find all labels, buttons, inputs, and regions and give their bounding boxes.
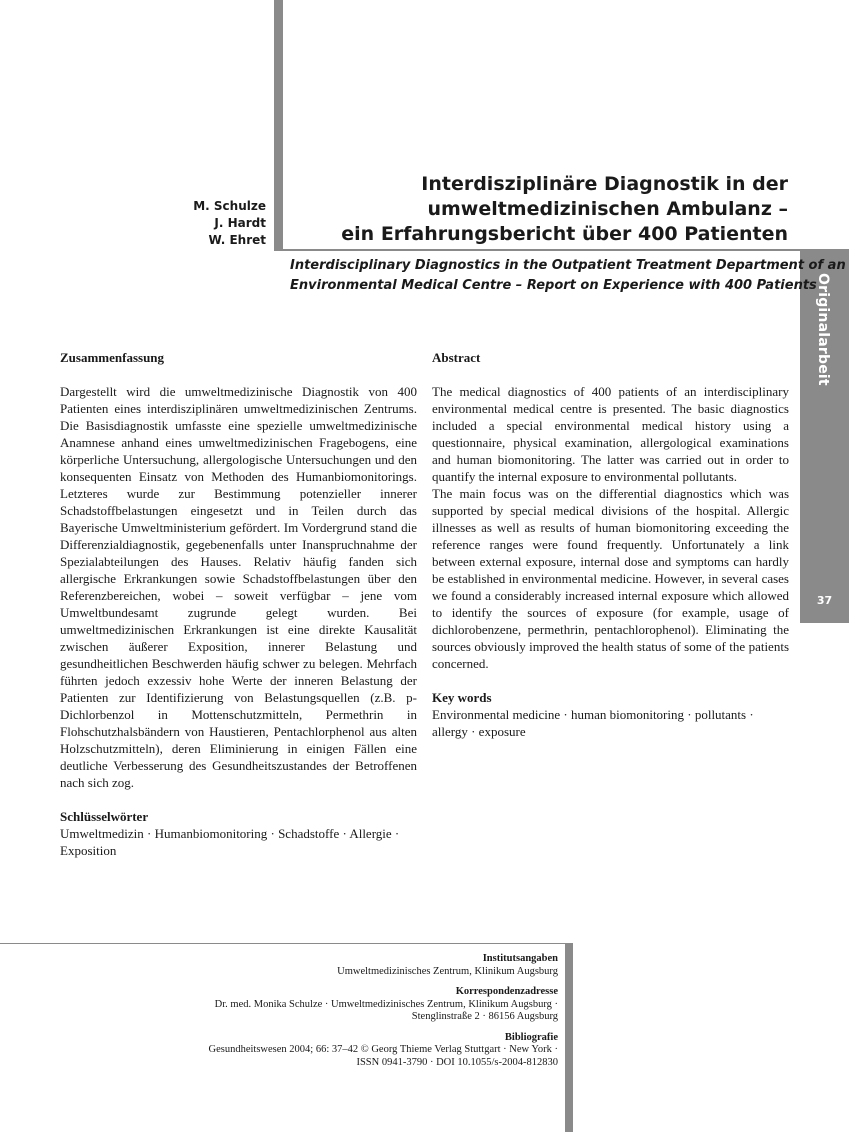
zusammenfassung-text: Dargestellt wird die umweltmedizinische Diagnostik von 400 Patienten eines interdisziplinären umweltmedizinischen Zentrums. Die Basisdiagnostik umfasste eine spezielle umweltmedizinische Anamnese anhand eines umweltmedizinischen Fragebogens, eine körperliche Untersuchung, allergologische Untersuchungen und den konsequenten Einsatz von Methoden des Humanbiomonitorings. Letzteres wurde zur Bestimmung potenzieller innerer Schadstoffbelastungen eingesetzt und in Teilen durch das Bayerische Umweltministerium gefördert. Im Vordergrund stand die Differenzialdiagnostik, gegebenenfalls unter Inanspruchnahme der Spezialabteilungen des Hauses. Relativ häufig fanden sich allergische Erkrankungen sowie Schadstoffbelastungen über den Referenzbereichen, wobei – soweit verfügbar – jene vom Umweltbundesamt zugrunde gelegt wurden. Bei umweltmedizinischen Erkrankungen ist eine direkte Kausalität zwischen äußerer Exposition, innerer Belastung und gesundheitlichen Beschwerden häufig schwer zu belegen. Mehrfach führten jedoch exzessiv hohe Werte der inneren Belastung der Patienten zur Identifizierung von Belastungsquellen (z.B. p-Dichlorbenzol in Mottenschutzmitteln, Permethrin in Flohschutzhalsbändern von Haustieren, Pentachlorphenol aus alten Holzschutzmitteln), deren Eliminierung in einigen Fällen eine deutliche Verbesserung des Gesundheitszustandes der Betroffenen nach sich zog. <box>60 384 417 790</box>
english-abstract-column <box>432 349 789 740</box>
correspondence-heading: Korrespondenzadresse <box>455 986 558 997</box>
title-line: umweltmedizinischen Ambulanz – <box>427 198 788 220</box>
title-line: Interdisziplinäre Diagnostik in der <box>421 173 788 195</box>
footer-rule <box>0 943 573 944</box>
zusammenfassung-heading: Zusammenfassung <box>60 350 165 365</box>
schluesselwoerter-text: Umweltmedizin · Humanbiomonitoring · Schadstoffe · Allergie · Exposition <box>60 826 400 858</box>
header-vertical-bar <box>274 0 283 251</box>
author: J. Hardt <box>214 216 266 230</box>
author-list <box>193 198 266 249</box>
english-title <box>290 256 846 296</box>
key-words-heading: Key words <box>432 690 492 705</box>
bibliography-line: Gesundheitswesen 2004; 66: 37–42 © Georg Thieme Verlag Stuttgart · New York · <box>208 1044 558 1055</box>
abstract-heading: Abstract <box>432 350 481 365</box>
schluesselwoerter-heading: Schlüsselwörter <box>60 809 149 824</box>
page-number: 37 <box>816 594 833 607</box>
article-title <box>341 172 788 247</box>
author: M. Schulze <box>193 199 266 213</box>
bibliography-line: ISSN 0941-3790 · DOI 10.1055/s-2004-812830 <box>356 1056 558 1068</box>
footer-vertical-bar <box>565 943 573 1132</box>
bibliography-block <box>209 1032 558 1070</box>
bibliography-heading: Bibliografie <box>504 1031 558 1043</box>
german-summary-column <box>60 349 417 859</box>
author: W. Ehret <box>208 233 266 247</box>
correspondence-block <box>209 986 558 1024</box>
correspondence-line: Stenglinstraße 2 · 86156 Augsburg <box>411 1011 558 1022</box>
section-tab-label: Originalarbeit <box>815 273 831 386</box>
subtitle-line: Interdisciplinary Diagnostics in the Outpatient Treatment Department of an <box>290 258 846 273</box>
article-footer <box>209 953 558 1077</box>
correspondence-line: Dr. med. Monika Schulze · Umweltmedizinisches Zentrum, Klinikum Augsburg · <box>214 998 558 1010</box>
abstract-paragraph: The main focus was on the differential diagnostics which was supported by special medical divisions of the hospital. Allergic illnesses as well as results of human biomonitoring exceeding the reference ranges were found frequently. Unfortunately a link between external exposure, internal dose and symptoms can hardly be established in environmental medicine. However, in several cases we found a considerably increased internal exposure which allowed to identify the sources of exposure (for example, usage of dichlorobenzene, permethrin, pentachlorophenol). Eliminating the sources obviously improved the health status of some of the patients concerned. <box>432 486 789 671</box>
institution-heading: Institutsangaben <box>482 953 558 964</box>
header-rule <box>274 249 849 251</box>
key-words-text: Environmental medicine · human biomonitoring · pollutants · allergy · exposure <box>432 707 754 739</box>
institution-line: Umweltmedizinisches Zentrum, Klinikum Augsburg <box>337 965 558 977</box>
subtitle-line: Environmental Medical Centre – Report on Experience with 400 Patients <box>290 278 817 293</box>
abstract-paragraph: The medical diagnostics of 400 patients of an interdisciplinary environmental medical centre is presented. The basic diagnostics included a special environmental medical history using a questionnaire, physical examination, allergological examinations and human biomonitoring. The latter was carried out in order to quantify the internal exposure to environmental pollutants. <box>432 384 789 484</box>
section-tab <box>800 251 849 623</box>
title-line: ein Erfahrungsbericht über 400 Patienten <box>341 223 788 245</box>
institution-block <box>209 953 558 978</box>
